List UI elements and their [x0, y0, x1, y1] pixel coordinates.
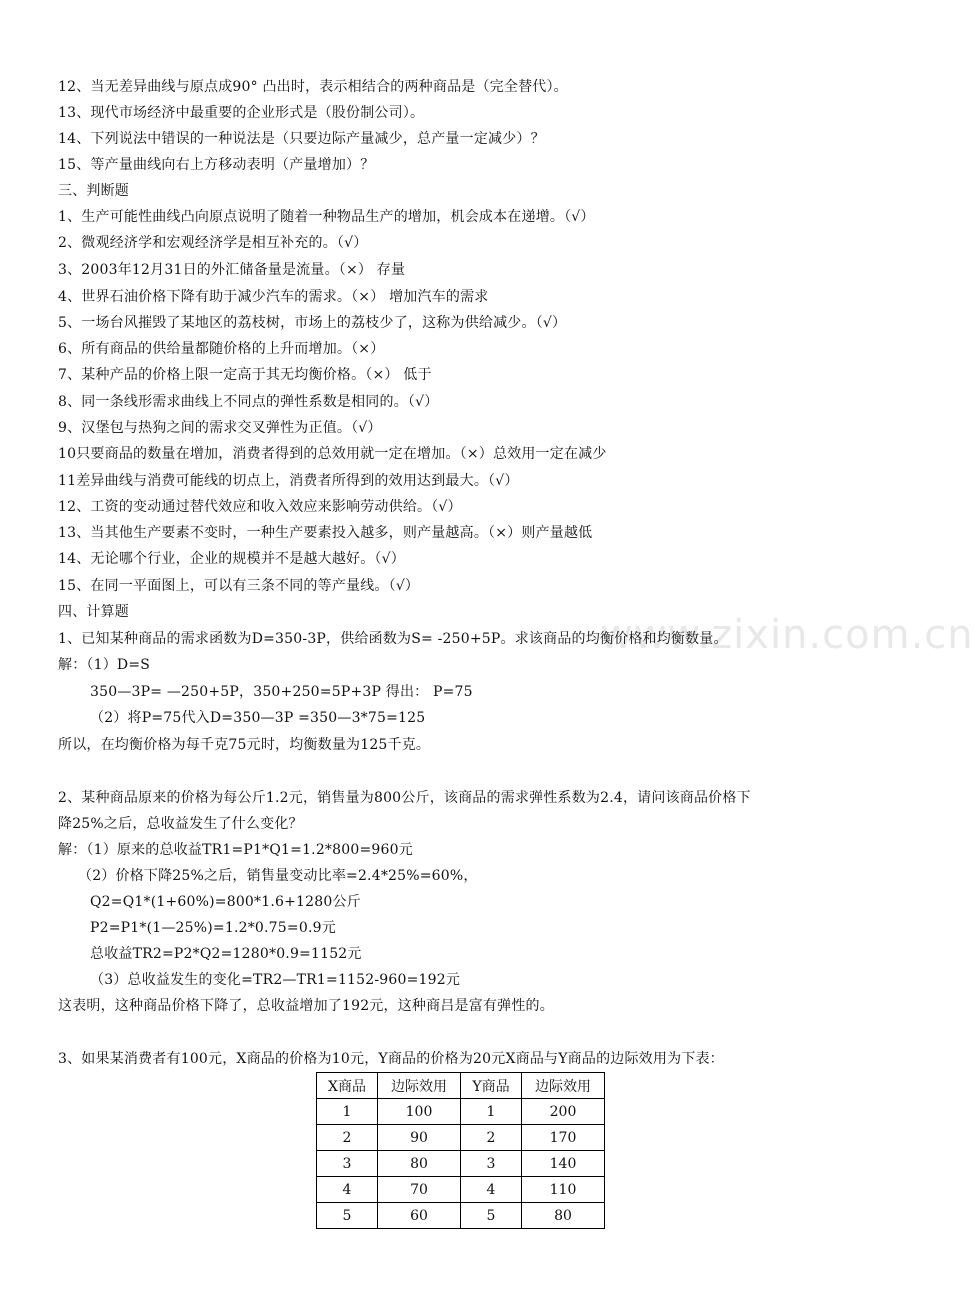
text-line: 13、当其他生产要素不变时，一种生产要素投入越多，则产量越高。（×）则产量越低 — [58, 525, 593, 541]
table-cell: 200 — [522, 1099, 605, 1125]
table-row — [317, 1151, 605, 1177]
text-line: 解：（1）原来的总收益TR1=P1*Q1=1.2*800=960元 — [58, 842, 413, 858]
text-line: 2、微观经济学和宏观经济学是相互补充的。（√） — [58, 235, 368, 251]
table-cell: 4 — [461, 1177, 522, 1203]
text-line: 这表明，这种商品价格下降了，总收益增加了192元，这种商吕是富有弹性的。 — [58, 998, 554, 1014]
marginal-utility-table — [316, 1072, 605, 1229]
text-line: 9、汉堡包与热狗之间的需求交叉弹性为正值。（√） — [58, 420, 382, 436]
text-line: 14、无论哪个行业，企业的规模并不是越大越好。（√） — [58, 551, 405, 567]
text-line: 7、某种产品的价格上限一定高于其无均衡价格。（×） 低于 — [58, 367, 432, 383]
section-heading: 四、计算题 — [58, 604, 129, 620]
text-line: 5、一场台风摧毁了某地区的荔枝树，市场上的荔枝少了，这称为供给减少。（√） — [58, 315, 567, 331]
table-header-cell: 边际效用 — [378, 1073, 461, 1099]
text-line: 12、工资的变动通过替代效应和收入效应来影响劳动供给。（√） — [58, 499, 462, 515]
table-row — [317, 1177, 605, 1203]
table-header-cell: Y商品 — [461, 1073, 522, 1099]
text-line: 13、现代市场经济中最重要的企业形式是（股份制公司）。 — [58, 105, 425, 121]
table-cell: 110 — [522, 1177, 605, 1203]
section-heading: 三、判断题 — [58, 183, 129, 199]
table-cell: 1 — [461, 1099, 522, 1125]
text-line: 1、生产可能性曲线凸向原点说明了随着一种物品生产的增加，机会成本在递增。（√） — [58, 209, 595, 225]
table-cell: 170 — [522, 1125, 605, 1151]
table-cell: 140 — [522, 1151, 605, 1177]
table-header-cell: 边际效用 — [522, 1073, 605, 1099]
text-line: 所以，在均衡价格为每千克75元时，均衡数量为125千克。 — [58, 737, 431, 753]
text-line: P2=P1*(1—25%)=1.2*0.75=0.9元 — [90, 920, 336, 936]
table-header-cell: X商品 — [317, 1073, 378, 1099]
table-cell: 2 — [317, 1125, 378, 1151]
table-cell: 60 — [378, 1203, 461, 1229]
table-cell: 2 — [461, 1125, 522, 1151]
table-cell: 90 — [378, 1125, 461, 1151]
text-line: 350—3P= —250+5P，350+250=5P+3P 得出： P=75 — [90, 684, 473, 700]
text-line: 15、等产量曲线向右上方移动表明（产量增加）？ — [58, 157, 375, 173]
text-line: 8、同一条线形需求曲线上不同点的弹性系数是相同的。（√） — [58, 394, 439, 410]
text-line: Q2=Q1*(1+60%)=800*1.6+1280公斤 — [90, 894, 361, 910]
text-line: 降25%之后，总收益发生了什么变化？ — [58, 816, 303, 832]
table-cell: 3 — [461, 1151, 522, 1177]
text-line: 15、在同一平面图上，可以有三条不同的等产量线。（√） — [58, 578, 420, 594]
table-cell: 5 — [461, 1203, 522, 1229]
text-line: 2、某种商品原来的价格为每公斤1.2元，销售量为800公斤，该商品的需求弹性系数为2.4，请问该商品价格下 — [58, 790, 751, 806]
table-cell: 4 — [317, 1177, 378, 1203]
text-line: 12、当无差异曲线与原点成90° 凸出时，表示相结合的两种商品是（完全替代）。 — [58, 79, 568, 95]
table-cell: 3 — [317, 1151, 378, 1177]
table-cell: 80 — [378, 1151, 461, 1177]
table-cell: 5 — [317, 1203, 378, 1229]
table-cell: 70 — [378, 1177, 461, 1203]
text-line: 1、已知某种商品的需求函数为D=350-3P，供给函数为S= -250+5P。求该商品的均衡价格和均衡数量。 — [58, 631, 728, 647]
table-cell: 80 — [522, 1203, 605, 1229]
table-cell: 100 — [378, 1099, 461, 1125]
text-line: 4、世界石油价格下降有助于减少汽车的需求。（×） 增加汽车的需求 — [58, 289, 489, 305]
text-line: 10只要商品的数量在增加，消费者得到的总效用就一定在增加。（×）总效用一定在减少 — [58, 446, 607, 462]
table-row — [317, 1099, 605, 1125]
text-line: 3、如果某消费者有100元，X商品的价格为10元，Y商品的价格为20元X商品与Y商品的边际效用为下表： — [58, 1051, 724, 1067]
table-row — [317, 1203, 605, 1229]
text-line: （2）价格下降25%之后，销售量变动比率=2.4*25%=60%， — [78, 868, 478, 884]
table-cell: 1 — [317, 1099, 378, 1125]
watermark: www.zixin.com.cn — [600, 612, 974, 658]
text-line: 3、2003年12月31日的外汇储备量是流量。（×） 存量 — [58, 262, 406, 278]
table-row — [317, 1125, 605, 1151]
text-line: 解：（1）D=S — [58, 657, 151, 673]
table-header-row — [317, 1073, 605, 1099]
text-line: （2）将P=75代入D=350—3P =350—3*75=125 — [90, 710, 426, 726]
text-line: 14、下列说法中错误的一种说法是（只要边际产量减少，总产量一定减少）？ — [58, 131, 545, 147]
text-line: 总收益TR2=P2*Q2=1280*0.9=1152元 — [90, 946, 362, 962]
text-line: （3）总收益发生的变化=TR2—TR1=1152-960=192元 — [90, 972, 461, 988]
text-line: 11差异曲线与消费可能线的切点上，消费者所得到的效用达到最大。（√） — [58, 473, 519, 489]
text-line: 6、所有商品的供给量都随价格的上升而增加。（×） — [58, 341, 385, 357]
